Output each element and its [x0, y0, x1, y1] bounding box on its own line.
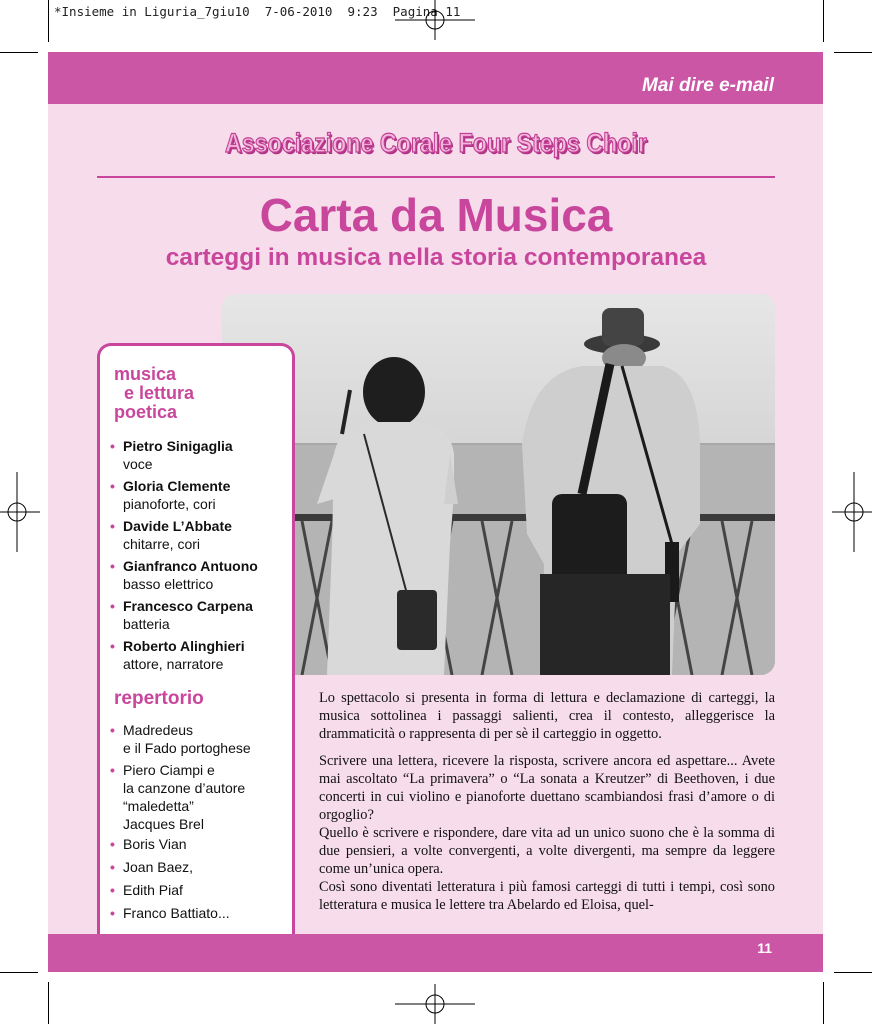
- footer-band: [48, 934, 823, 972]
- page-number: 11: [757, 940, 772, 956]
- bullet: •: [110, 882, 115, 898]
- member-role: pianoforte, cori: [123, 496, 216, 512]
- article-body: [319, 689, 775, 914]
- sidebar-heading-line: musica: [114, 364, 177, 384]
- bullet: •: [110, 518, 115, 534]
- bullet: •: [110, 558, 115, 574]
- sidebar-heading-line: poetica: [114, 402, 178, 422]
- bullet: •: [110, 905, 115, 921]
- article-subtitle: carteggi in musica nella storia contemporanea: [165, 244, 707, 271]
- repertoire-line: la canzone d’autore: [123, 780, 246, 796]
- registration-mark-icon: [395, 984, 475, 1024]
- body-paragraph: Lo spettacolo si presenta in forma di lettura e declamazione di carteggi, la musica sottolinea i passaggi salienti, crea il contesto, alleggerisce la drammaticità o rappresenta di per sè il carteggio in oggetto.: [319, 690, 775, 742]
- member-name: Francesco Carpena: [123, 598, 253, 614]
- bullet: •: [110, 478, 115, 494]
- member-name: Davide L’Abbate: [123, 518, 232, 534]
- repertoire-line: Jacques Brel: [123, 816, 204, 832]
- repertoire-line: Boris Vian: [123, 836, 187, 852]
- bullet: •: [110, 638, 115, 654]
- crop-mark: [0, 52, 38, 53]
- repertoire-line: Madredeus: [123, 722, 194, 738]
- crop-mark: [48, 982, 49, 1024]
- article-photo: [222, 294, 775, 675]
- member-name: Gianfranco Antuono: [123, 558, 258, 574]
- bullet: •: [110, 859, 115, 875]
- member-role: basso elettrico: [123, 576, 214, 592]
- repertoire-line: e il Fado portoghese: [123, 740, 251, 756]
- member-name: Gloria Clemente: [123, 478, 231, 494]
- divider: [97, 176, 775, 178]
- crop-mark: [834, 52, 872, 53]
- repertoire-line: Edith Piaf: [123, 882, 183, 898]
- registration-mark-icon: [0, 472, 40, 552]
- bullet: •: [110, 836, 115, 852]
- repertoire-heading: repertorio: [114, 688, 204, 709]
- body-paragraph: Quello è scrivere e rispondere, dare vita ad un unico suono che è la somma di due pensieri, a volte convergenti, a volte divergenti, ma sempre da leggere come un’unica opera.: [319, 825, 775, 877]
- member-role: attore, narratore: [123, 656, 224, 672]
- body-paragraph: Così sono diventati letteratura i più famosi carteggi di tutti i tempi, così sono letteratura e musica le lettere tra Abelardo ed Eloisa, quel-: [319, 879, 775, 913]
- repertoire-line: “maledetta”: [123, 798, 194, 814]
- repertoire-line: Joan Baez,: [123, 859, 194, 875]
- crop-mark: [823, 982, 824, 1024]
- cast-sidebar: [97, 343, 295, 966]
- association-name: Associazione Corale Four Steps Choir: [225, 128, 647, 158]
- registration-mark-icon: [832, 472, 872, 552]
- bullet: •: [110, 762, 115, 778]
- repertoire-line: Franco Battiato...: [123, 905, 230, 921]
- bullet: •: [110, 722, 115, 738]
- member-name: Roberto Alinghieri: [123, 638, 245, 654]
- bullet: •: [110, 598, 115, 614]
- sidebar-heading-line: e lettura: [124, 383, 195, 403]
- crop-mark: [834, 972, 872, 973]
- crop-mark: [48, 0, 49, 42]
- crop-mark: [823, 0, 824, 42]
- body-paragraph: Scrivere una lettera, ricevere la risposta, scrivere ancora ed aspettare... Avete mai ascoltato “La primavera” o “La sonata a Kreutzer” di Beethoven, i due concerti in cui violino e pianoforte duettano scambiandosi frasi d’amore o di orgoglio?: [319, 753, 775, 823]
- member-role: batteria: [123, 616, 170, 632]
- repertoire-line: Piero Ciampi e: [123, 762, 215, 778]
- member-role: voce: [123, 456, 153, 472]
- section-rubric: Mai dire e-mail: [642, 75, 774, 96]
- article-title: Carta da Musica: [259, 189, 613, 241]
- member-role: chitarre, cori: [123, 536, 201, 552]
- member-name: Pietro Sinigaglia: [123, 438, 233, 454]
- registration-mark-icon: [395, 0, 475, 40]
- print-slug: *Insieme in Liguria_7giu10 7-06-2010 9:23 Pagina 11: [54, 4, 461, 19]
- crop-mark: [0, 972, 38, 973]
- bullet: •: [110, 438, 115, 454]
